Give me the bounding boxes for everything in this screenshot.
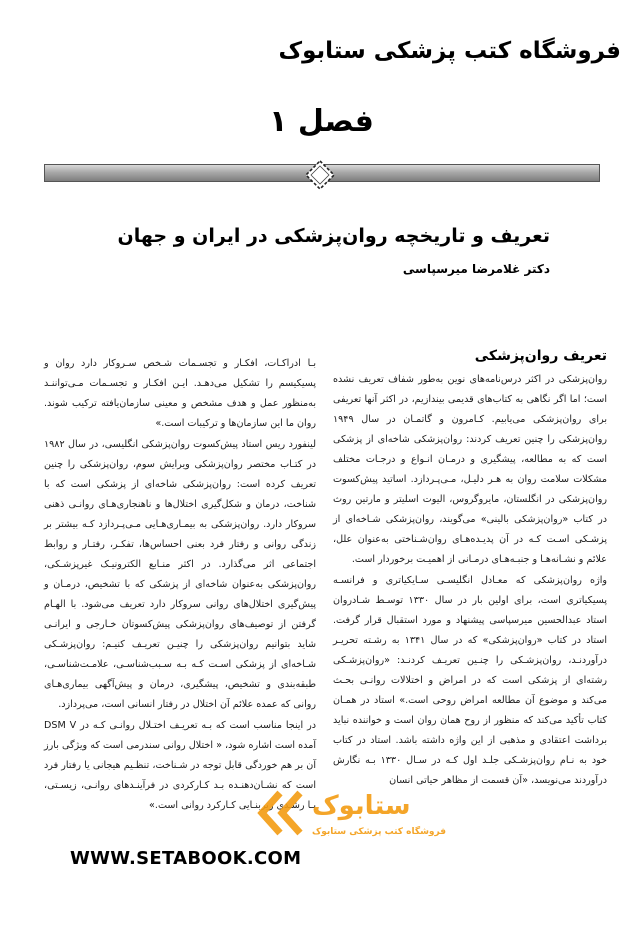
- chapter-title: تعریف و تاریخچه روان‌پزشکی در ایران و جهان: [117, 225, 550, 247]
- left-text-column: [44, 354, 316, 817]
- store-title: فروشگاه کتب پزشکی ستابوک: [278, 38, 621, 64]
- diamond-ornament-icon: [305, 160, 335, 190]
- watermark-brand: ستابوک: [312, 791, 411, 821]
- setabook-watermark-logo: [250, 783, 550, 853]
- paragraph: بـا ادراکـات، افکـار و تجسـمات شـخص سـروکار دارد روان و پسیکیسم را تشکیل می‌دهـد. ایـن افکـار و تجسـمات مـی‌تواننـد به‌منظور عمل و هدف مشخص و معینی سازمان‌یافته ترکیب شوند. روان ما این سازمان‌ها و ترکیبات است.»: [44, 358, 316, 429]
- paragraph: لینفورد ریس استاد پیش‌کسوت روان‌پزشکی انگلیسی، در سال ۱۹۸۲ در کتـاب مختصر روان‌پزشکی ویرایش سوم، روان‌پزشکی را چنین تعریف کرده است: روان‌پزشکی شاخه‌ای از پزشکی است که با شناخت، درمان و شکل‌گیری اختلال‌ها و ناهنجاری‌هـای روانـی ذهنی سروکار دارد. روان‌پزشکی به بیمـاری‌هـایی مـی‌پـردازد کـه بیشتر بر زندگی روانی و رفتار فرد بعنی احساس‌ها، تفکـر، رفتـار و روابط اجتماعی اثر می‌گذارد. در اکثر منـابع الکترونیـک غیرپزشـکی، روان‌پزشکی به‌عنوان شاخه‌ای از پزشکی که با تشخیص، درمـان و پیش‌گیری اختلال‌های روانی سروکار دارد تعریف می‌شود. با الهـام گرفتن از توصیف‌های روان‌پزشکی پیش‌کسوتان خـارجی و ایرانـی شاید بتوانیم روان‌پزشکی را چنیـن تعریـف کنیـم: روان‌پزشـکی شـاخه‌ای از پزشکی اسـت کـه بـه سـبب‌شناسـی، علامـت‌شناسـی، طبقه‌بندی و تشخیص، پیشگیری، درمان و پیش‌آگهی بیماری‌هـای روانی که عمده علائم آن اختلال در رفتار انسانی است، می‌پردازد.: [44, 439, 316, 710]
- right-text-column: [333, 370, 607, 792]
- paragraph: واژه روان‌پزشکی که معـادل انگلیسـی سـایکیاتری و فرانسـه پسیکیاتری است، برای اولین بار در سال ۱۳۳۰ توسـط شـادروان استاد عبدالحسین میرسپاسی پیشنهاد و مورد استقبال قرار گرفت. استاد در کتاب «روان‌پزشکی» که در سال ۱۳۴۱ به رشـته تحریـر درآوردنـد، روان‌پزشـکی را چنـین تعریـف کردنـد: «روان‌پزشـکی رشته‌ای از پزشکی است که در امراض و اختلالات روانـی بحـث می‌کند و موضوع آن مطالعه امراض روحی است.» استاد در همـان کتاب تأکید می‌کند که منظور از روح همان روان است و خواننده نباید برداشت اعتقادی و مذهبی از این واژه داشته باشد. استاد در کتاب خود به نـام روان‌پزشـکی جلـد اول کـه در سـال ۱۳۳۰ بـه نگارش درآوردند می‌نویسد، «آن قسمت از مظاهر حیاتی انسان: [333, 575, 608, 786]
- site-url[interactable]: WWW.SETABOOK.COM: [70, 848, 302, 869]
- section-heading: تعریف روان‌پزشکی: [474, 348, 607, 364]
- author-name: دکتر غلامرضا میرسپاسی: [402, 262, 550, 276]
- paragraph: در اینجا مناسب است که بـه تعریـف اختـلال روانـی کـه در DSM V آمده است اشاره شود، « اختلال روانی سندرمی است که ویژگی بارز آن بر هم خوردگی قابل توجه در شـناخت، تنظـیم هیجانی یا رفتار فرد است که نشـان‌دهنـده بـد کـارکردی در فرآینـدهای روانـی، زیسـتی، یـا رشـدی زیربنـایی کـارکرد روانی است.»: [44, 720, 316, 811]
- chevrons-icon: [250, 783, 310, 843]
- chapter-label: فصل ۱: [269, 104, 374, 139]
- watermark-tagline: فروشگاه کتب پزشکی ستابوک: [312, 827, 447, 837]
- paragraph: روان‌پزشکی در اکثر درس‌نامه‌های نوین به‌طور شفاف تعریف نشده است؛ اما اگر نگاهی به کتاب‌های قدیمی بیندازیم، در اکثر آنها تعریفی برای روان‌پزشکی می‌یابیم. کـامرون و گاتمـان در سال ۱۹۴۹ روان‌پزشکی را چنین تعریف کردند: روان‌پزشکی شاخه‌ای از پزشکی است که به مطالعه، پیشگیری و درمـان انـواع و درجـات مختلف مشکلات سلامت روان به هـر دلیـل، مـی‌پـردازد. اساتید پیش‌کسوت روان‌پزشکی در انگلستان، مایروگروس، الیوت اسلیتر و مارتین روث در کتاب «روان‌پزشکی بالینی» می‌گویند، روان‌پزشکی شـاخه‌ای از پزشـکی اسـت کـه در آن پدیـده‌هـای روان‌شـناختی به‌عنوان علل، علائم و نشـانه‌هـا و جنبـه‌هـای درمـانی از اهمیـت برخوردار است.: [333, 374, 607, 565]
